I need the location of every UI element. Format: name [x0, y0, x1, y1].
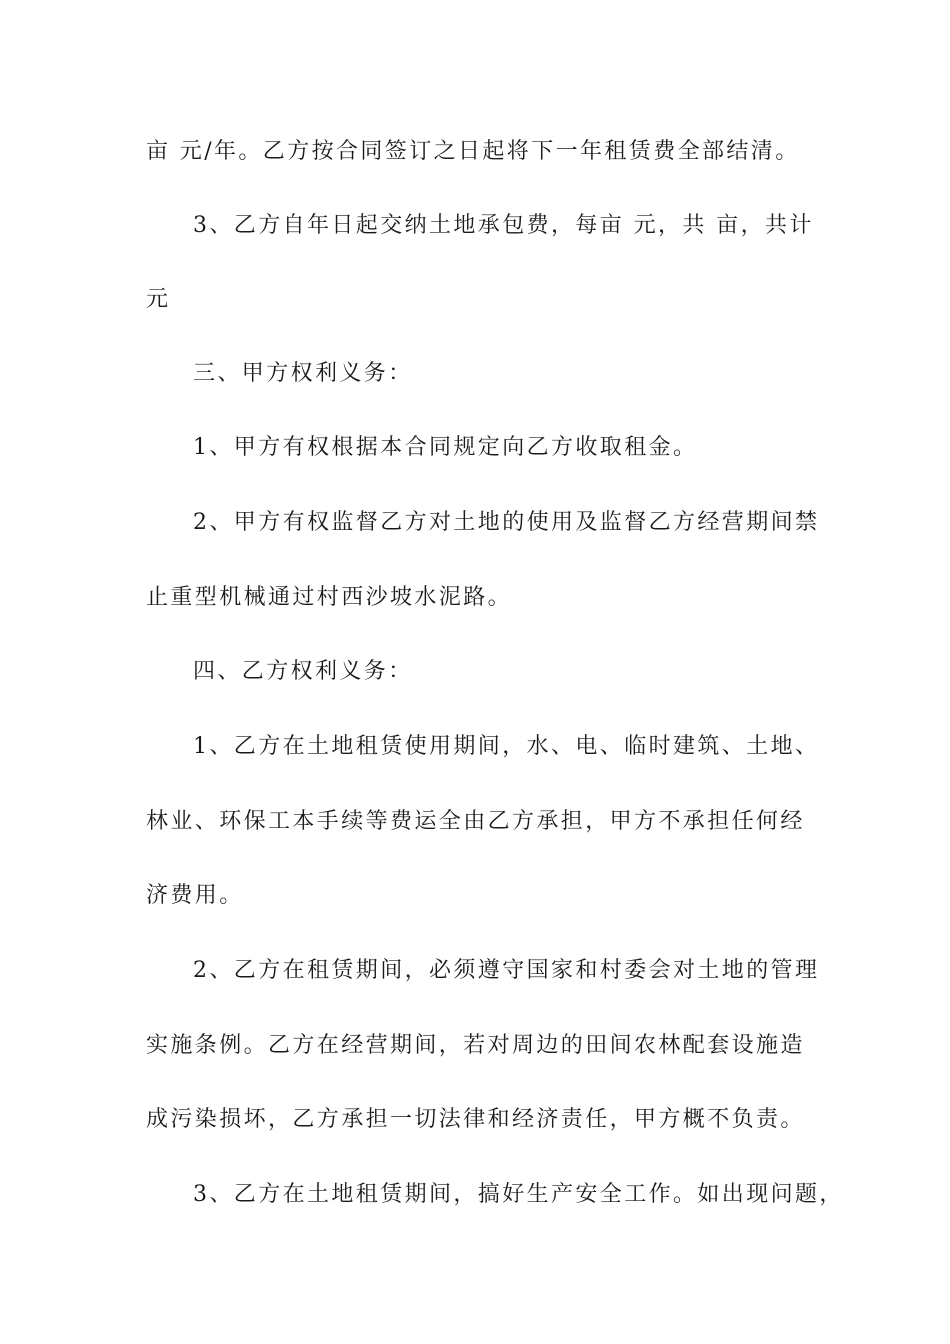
text-line-15: 3、乙方在土地租赁期间，搞好生产安全工作。如出现问题， — [193, 1182, 844, 1207]
section-heading-party-a: 三、甲方权利义务： — [193, 361, 413, 386]
text-line-13: 实施条例。乙方在经营期间，若对周边的田间农林配套设施造 — [146, 1033, 805, 1058]
text-line-11: 济费用。 — [146, 883, 244, 908]
text-line-1: 亩 元/年。乙方按合同签订之日起将下一年租赁费全部结清。 — [146, 139, 800, 164]
text-line-2: 3、乙方自年日起交纳土地承包费，每亩 元，共 亩，共计 — [193, 213, 814, 238]
section-heading-party-b: 四、乙方权利义务： — [193, 659, 413, 684]
text-line-6: 2、甲方有权监督乙方对土地的使用及监督乙方经营期间禁 — [193, 510, 820, 535]
text-line-3: 元 — [146, 287, 171, 312]
text-line-7: 止重型机械通过村西沙坡水泥路。 — [146, 585, 513, 610]
text-line-14: 成污染损坏，乙方承担一切法律和经济责任，甲方概不负责。 — [146, 1107, 805, 1132]
text-line-5: 1、甲方有权根据本合同规定向乙方收取租金。 — [193, 435, 698, 460]
text-line-12: 2、乙方在租赁期间，必须遵守国家和村委会对土地的管理 — [193, 958, 820, 983]
text-line-9: 1、乙方在土地租赁使用期间，水、电、临时建筑、土地、 — [193, 734, 820, 759]
text-line-10: 林业、环保工本手续等费运全由乙方承担，甲方不承担任何经 — [146, 809, 805, 834]
